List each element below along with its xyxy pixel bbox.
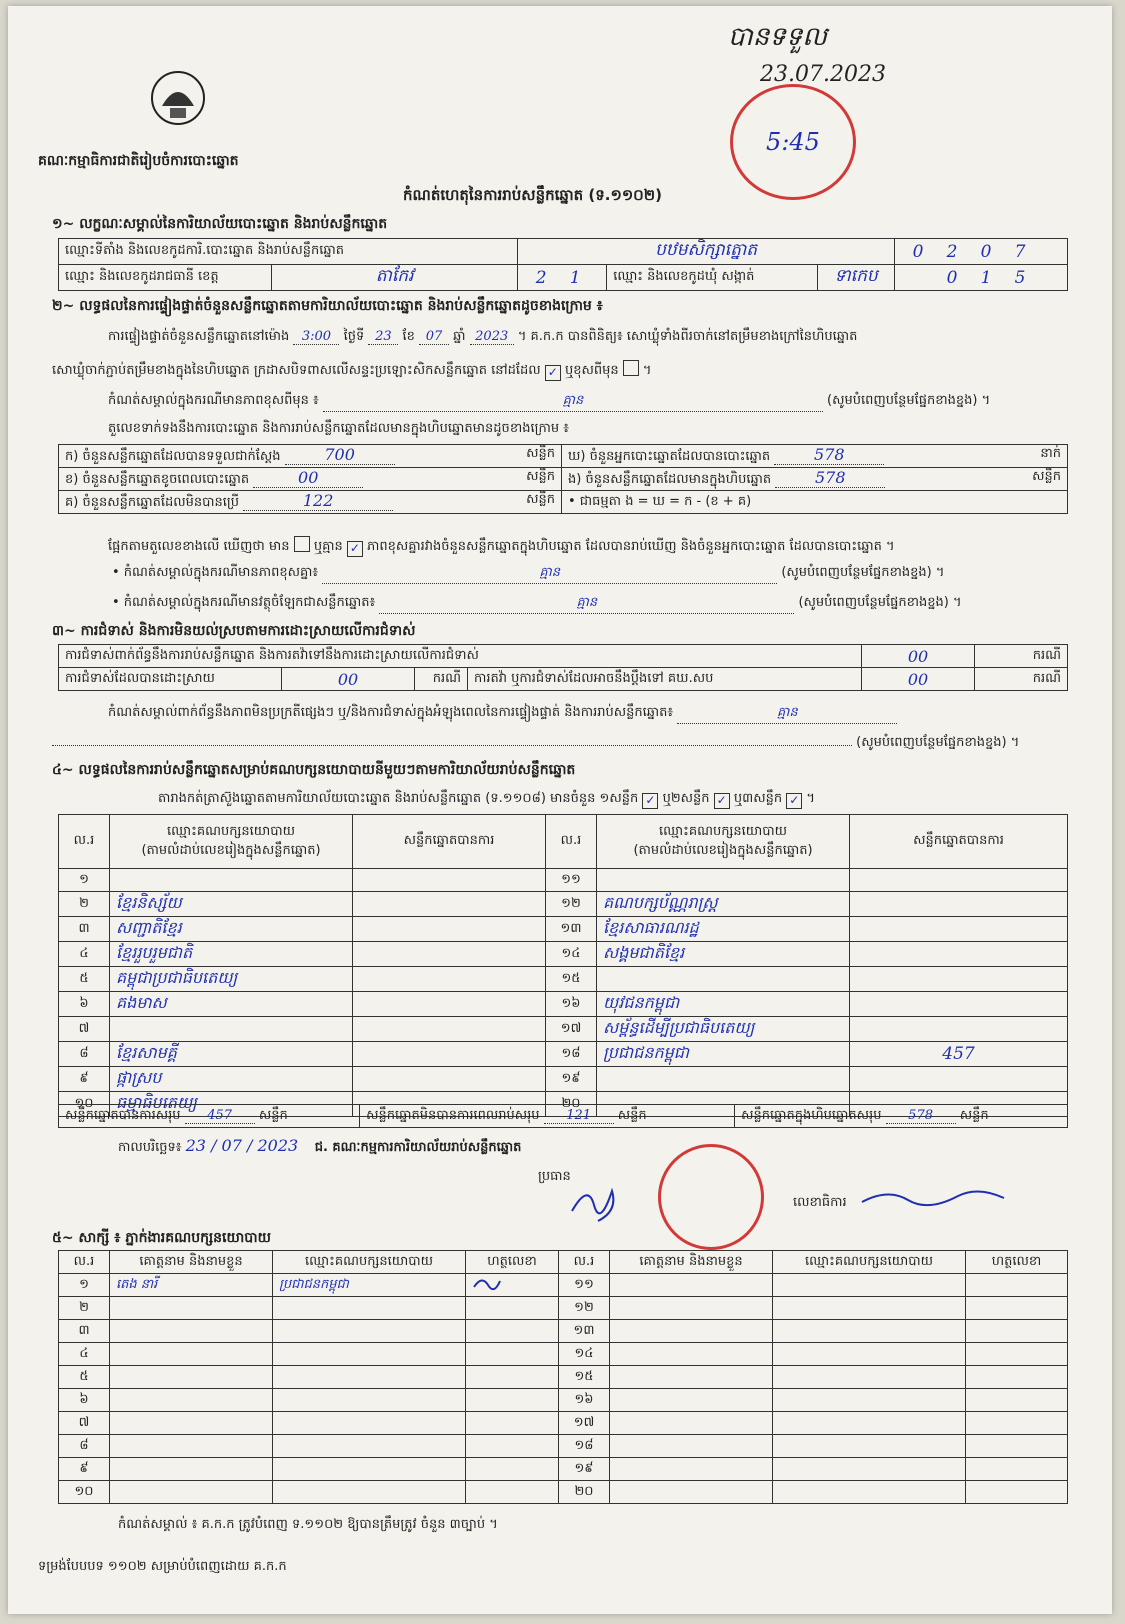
table-row <box>59 1297 1068 1320</box>
table-cell: ៣ <box>59 1320 110 1343</box>
table-cell <box>773 1297 966 1320</box>
table-cell: ១៣ <box>559 1320 610 1343</box>
table-cell: ១៦ <box>546 992 597 1017</box>
province-code: 2 1 <box>518 265 607 291</box>
table-cell: សម្ព័ន្ធដើម្បីប្រជាធិបតេយ្យ <box>597 1017 850 1042</box>
table-cell: ៦ <box>59 1389 110 1412</box>
emblem-icon <box>148 68 208 130</box>
total-valid: សន្លឹកឆ្នោតបានការសរុប 457 សន្លឹក <box>59 1105 360 1128</box>
table-cell <box>850 869 1068 892</box>
row-kha: ខ) ចំនួនសន្លឹកឆ្នោតខូចពេលបោះឆ្នោត 00 សន្លឹក <box>59 468 562 491</box>
table-cell: 457 <box>850 1042 1068 1067</box>
table-cell <box>273 1297 466 1320</box>
table-cell <box>353 869 546 892</box>
one-sheet-checkbox[interactable]: ✓ <box>642 793 658 809</box>
table-cell <box>773 1343 966 1366</box>
table-cell: ៨ <box>59 1042 110 1067</box>
table-cell <box>353 1042 546 1067</box>
table-cell <box>773 1366 966 1389</box>
table-cell: ១៥ <box>559 1366 610 1389</box>
table-cell <box>353 967 546 992</box>
table-row <box>59 1435 1068 1458</box>
table-row <box>59 1320 1068 1343</box>
table-cell: ខ្មែរសាមគ្គី <box>110 1042 353 1067</box>
table-cell <box>610 1343 773 1366</box>
table-cell <box>110 1389 273 1412</box>
table-cell: ១៨ <box>546 1042 597 1067</box>
table-row <box>59 1458 1068 1481</box>
table-cell: តេង នារី <box>110 1274 273 1297</box>
president-signature-icon <box>568 1181 628 1227</box>
row-ka: ក) ចំនួនសន្លឹកឆ្នោតដែលបានទទួលជាក់ស្តែង 700 សន្លឹក <box>59 445 562 468</box>
signature-cell <box>466 1389 559 1412</box>
table-cell: ផ្កាស្រប <box>110 1067 353 1092</box>
table-cell <box>110 1412 273 1435</box>
table-cell: ១០ <box>59 1481 110 1504</box>
table-cell <box>966 1481 1068 1504</box>
province-value: តាកែវ <box>272 265 518 291</box>
table-cell: ២ <box>59 1297 110 1320</box>
row-ngo: ង) ចំនួនសន្លឹកឆ្នោតដែលមានក្នុងហិបឆ្នោត 578 សន្លឹក <box>562 468 1068 491</box>
table-cell <box>597 869 850 892</box>
table-cell: ២០ <box>546 1092 597 1117</box>
table-cell: ១ <box>59 869 110 892</box>
table-cell <box>966 1297 1068 1320</box>
table-cell: ១១ <box>546 869 597 892</box>
complaints-table: ការជំទាស់ពាក់ព័ន្ធនឹងការរាប់សន្លឹកឆ្នោត និងការតវ៉ាទៅនឹងការដោះស្រាយលើការជំទាស់ 00 ករណី ការជំទាស់ដែលបានដោះស្រាយ 00 ករណី ការតវ៉ា ឬការជំទាស់ដែលអាចនឹងប្តឹងទៅ គឃ.សប 00 ករណី <box>58 644 1068 691</box>
table-cell: ១៣ <box>546 917 597 942</box>
table-cell <box>850 1067 1068 1092</box>
table-cell <box>850 992 1068 1017</box>
table-cell: ១៥ <box>546 967 597 992</box>
table-cell <box>610 1389 773 1412</box>
table-row <box>59 1389 1068 1412</box>
total-in-box: សន្លឹកឆ្នោតក្នុងហិបឆ្នោតសរុប 578 សន្លឹក <box>735 1105 1068 1128</box>
table-cell <box>850 942 1068 967</box>
table-cell <box>353 917 546 942</box>
signature-cell <box>466 1320 559 1343</box>
table-cell: ១ <box>59 1274 110 1297</box>
table-cell: ៩ <box>59 1458 110 1481</box>
table-cell <box>353 1067 546 1092</box>
difference-note: • កំណត់សម្គាល់ក្នុងករណីមានភាពខុសគ្នា៖ គ្មាន (សូមបំពេញបន្ថែមផ្នែកខាងខ្នង) ។ <box>112 564 944 584</box>
table-cell <box>966 1412 1068 1435</box>
table-cell: ២០ <box>559 1481 610 1504</box>
table-cell <box>850 917 1068 942</box>
table-row <box>59 992 1068 1017</box>
table-cell <box>610 1458 773 1481</box>
table-cell: ១៧ <box>559 1412 610 1435</box>
table-cell <box>966 1274 1068 1297</box>
table-row <box>59 1343 1068 1366</box>
table-cell <box>850 1017 1068 1042</box>
committee-seal-icon <box>658 1144 764 1250</box>
verification-line: ការផ្ទៀងផ្ទាត់ចំនួនសន្លឹកឆ្នោតនៅម៉ោង 3:00 ថ្ងៃទី 23 ខែ 07 ឆ្នាំ 2023 ។ គ.ក.ក បានពិនិត្យ៖ សោឃ្លុំទាំងពីរចាក់នៅតម្រឹមខាងក្រៅនៃហិបឆ្នោត <box>108 329 858 344</box>
location-table <box>58 238 1068 291</box>
appeal-value: 00 <box>862 668 975 691</box>
total-invalid: សន្លឹកឆ្នោតមិនបានការពេលរាប់សរុប 121 សន្លឹក <box>360 1105 735 1128</box>
table-cell: គម្ពុជាប្រជាធិបតេយ្យ <box>110 967 353 992</box>
difference-no-checkbox[interactable]: ✓ <box>347 541 363 557</box>
president-label: ប្រធាន <box>538 1169 571 1184</box>
table-cell: ៦ <box>59 992 110 1017</box>
table-cell: ៤ <box>59 942 110 967</box>
received-note: បានទទួល <box>728 22 828 52</box>
table-cell <box>353 942 546 967</box>
table-cell <box>110 1017 353 1042</box>
row-ko: គ) ចំនួនសន្លឹកឆ្នោតដែលមិនបានប្រើ 122 សន្លឹក <box>59 491 562 514</box>
signature-cell <box>466 1481 559 1504</box>
table-cell: ៨ <box>59 1435 110 1458</box>
section-5-heading: ៥~ សាក្សី ៖ ភ្នាក់ងារគណបក្សនយោបាយ <box>52 1230 271 1246</box>
signature-cell <box>466 1412 559 1435</box>
table-cell <box>273 1481 466 1504</box>
table-cell <box>273 1435 466 1458</box>
signature-cell <box>466 1458 559 1481</box>
table-cell: ធម្មាធិបតេយ្យ <box>110 1092 353 1117</box>
secretary-label: លេខាធិការ <box>793 1195 847 1210</box>
table-cell <box>110 1435 273 1458</box>
resolved-value: 00 <box>282 668 415 691</box>
table-cell <box>850 892 1068 917</box>
section-3-heading: ៣~ ការជំទាស់ និងការមិនយល់ស្របតាមការដោះស្រាយលើការជំទាស់ <box>52 623 416 639</box>
table-cell <box>273 1389 466 1412</box>
table-cell: ៧ <box>59 1017 110 1042</box>
irregularity-note: កំណត់សម្គាល់ពាក់ព័ន្ធនឹងភាពមិនប្រក្រតីផ្សេងៗ ឬ/និងការជំទាស់ក្នុងអំឡុងពេលនៃការផ្ទៀងផ្ទាត់ និងការរាប់សន្លឹកឆ្នោត៖ គ្មាន <box>108 704 897 724</box>
table-cell <box>273 1320 466 1343</box>
table-cell <box>110 869 353 892</box>
ballot-figures-table <box>58 444 1068 514</box>
table-cell: ៥ <box>59 1366 110 1389</box>
table-cell <box>110 1320 273 1343</box>
table-cell <box>610 1320 773 1343</box>
appeal-label: ការតវ៉ា ឬការជំទាស់ដែលអាចនឹងប្តឹងទៅ គឃ.សប <box>468 668 862 691</box>
table-cell <box>273 1412 466 1435</box>
table-cell <box>353 1017 546 1042</box>
table-cell <box>966 1389 1068 1412</box>
table-cell: ១៧ <box>546 1017 597 1042</box>
table-cell <box>597 967 850 992</box>
table-cell: ១៦ <box>559 1389 610 1412</box>
table-cell: ១០ <box>59 1092 110 1117</box>
table-cell <box>610 1297 773 1320</box>
table-cell: ខ្មែរនិស្ស័យ <box>110 892 353 917</box>
table-cell: ១១ <box>559 1274 610 1297</box>
table-row <box>59 1481 1068 1504</box>
signature-cell <box>466 1297 559 1320</box>
tally-sheets-line: តារាងកត់ត្រាស៊ួងឆ្នោតតាមការិយាល័យបោះឆ្នោត និងរាប់សន្លឹកឆ្នោត (ទ.១១០៨) មានចំនួន ១សន្លឹក ✓ ឬ២សន្លឹក ✓ ឬ៣សន្លឹក ✓ ។ <box>158 791 815 807</box>
table-row <box>59 1067 1068 1092</box>
table-cell <box>966 1366 1068 1389</box>
figures-intro: តួលេខទាក់ទងនឹងការបោះឆ្នោត និងការរាប់សន្លឹកឆ្នោតដែលមានក្នុងហិបឆ្នោតមានដូចខាងក្រោម ៖ <box>108 421 569 436</box>
table-cell: ១៤ <box>559 1343 610 1366</box>
foreign-object-note: • កំណត់សម្គាល់ក្នុងករណីមានវត្ថុចំឡែកជាសន្លឹកឆ្នោត៖ គ្មាន (សូមបំពេញបន្ថែមផ្នែកខាងខ្នង) ។ <box>112 594 962 614</box>
table-row <box>59 892 1068 917</box>
footnote: កំណត់សម្គាល់ ៖ គ.ក.ក ត្រូវបំពេញ ទ.១១០២ ឱ្យបានត្រឹមត្រូវ ចំនួន ៣ច្បាប់ ។ <box>118 1517 498 1532</box>
commune-label: ឈ្មោះ និងលេខកូដឃុំ សង្កាត់ <box>607 265 818 291</box>
table-row <box>59 1017 1068 1042</box>
table-cell <box>110 1458 273 1481</box>
official-seal-icon <box>730 84 856 200</box>
table-cell <box>110 1297 273 1320</box>
table-cell: ប្រជាជនកម្ពុជា <box>273 1274 466 1297</box>
table-cell: សង្គមជាតិខ្មែរ <box>597 942 850 967</box>
table-row <box>59 1274 1068 1297</box>
location-code: 0 2 0 7 <box>895 239 1068 265</box>
signature-cell <box>466 1274 559 1297</box>
table-row <box>59 1042 1068 1067</box>
province-label: ឈ្មោះ និងលេខកូដរាជធានី ខេត្ត <box>59 265 272 291</box>
table-cell <box>110 1343 273 1366</box>
difference-line: ផ្អែកតាមតួលេខខាងលើ ឃើញថា មាន ឬគ្មាន ✓ ភាពខុសគ្នារវាងចំនួនសន្លឹកឆ្នោតក្នុងហិបឆ្នោត ដែលបានរាប់ឃើញ និងចំនួនអ្នកបោះឆ្នោត ដែលបានបោះឆ្នោត ។ <box>108 536 895 557</box>
signature-cell <box>466 1435 559 1458</box>
table-cell: គណបក្សប័ណ្ណរាស្ត្រ <box>597 892 850 917</box>
three-sheets-checkbox[interactable]: ✓ <box>786 793 802 809</box>
received-time: 5:45 <box>766 128 820 156</box>
witness-table: ល.រ គោត្តនាម និងនាមខ្លួន ឈ្មោះគណបក្សនយោបាយ ហត្ថលេខា ល.រ គោត្តនាម និងនាមខ្លួន ឈ្មោះគណបក្សនយោបាយ ហត្ថលេខា ១ តេង នារី ប្រជាជនកម្ពុជា ១១ ២ ១២ ៣ ១៣ ៤ ១៤ ៥ ១៥ ៦ ១៦ ៧ ១៧ ៨ ១៨ ៩ ១៩ ១០ ២០ <box>58 1250 1068 1504</box>
table-cell <box>353 892 546 917</box>
resolved-label: ការជំទាស់ដែលបានដោះស្រាយ <box>59 668 282 691</box>
committee-name: គណៈកម្មាធិការជាតិរៀបចំការបោះឆ្នោត <box>38 153 239 169</box>
table-cell: ១៩ <box>546 1067 597 1092</box>
table-cell <box>273 1366 466 1389</box>
table-cell <box>773 1435 966 1458</box>
difference-yes-checkbox[interactable] <box>294 536 310 552</box>
location-name-label: ឈ្មោះទីតាំង និងលេខកូដការិ.បោះឆ្នោត និងរាប់សន្លឹកឆ្នោត <box>59 239 518 265</box>
received-date: 23.07.2023 <box>760 62 886 87</box>
table-cell <box>353 992 546 1017</box>
section-1-heading: ១~ លក្ខណៈសម្គាល់នៃការិយាល័យបោះឆ្នោត និងរាប់សន្លឹកឆ្នោត <box>52 216 388 232</box>
table-row <box>59 942 1068 967</box>
table-cell: ១២ <box>546 892 597 917</box>
secretary-signature-icon <box>858 1182 1008 1212</box>
table-row <box>59 917 1068 942</box>
table-cell <box>966 1458 1068 1481</box>
table-row <box>59 1366 1068 1389</box>
table-cell: ៤ <box>59 1343 110 1366</box>
same-checkbox[interactable]: ✓ <box>545 365 561 381</box>
commune-value: ទាកេប <box>818 265 895 291</box>
table-cell <box>273 1343 466 1366</box>
table-cell: ១៩ <box>559 1458 610 1481</box>
table-cell <box>773 1412 966 1435</box>
table-row <box>59 967 1068 992</box>
commune-code: 0 1 5 <box>895 265 1068 291</box>
seal-check-line: សោឃ្លុំចាក់ភ្ជាប់តម្រឹមខាងក្នុងនៃហិបឆ្នោត ក្រដាសបិទពាសលើសន្ទះប្រឡោះសិកសន្លឹកឆ្នោត នៅដដែល ✓ ឬខុសពីមុន ។ <box>52 360 651 381</box>
table-cell: យុវជនកម្ពុជា <box>597 992 850 1017</box>
table-cell: ៩ <box>59 1067 110 1092</box>
table-cell <box>966 1435 1068 1458</box>
table-cell <box>966 1320 1068 1343</box>
table-cell: ៣ <box>59 917 110 942</box>
table-cell <box>773 1481 966 1504</box>
table-cell <box>610 1366 773 1389</box>
table-cell: ៧ <box>59 1412 110 1435</box>
table-cell: ១៤ <box>546 942 597 967</box>
table-cell <box>850 967 1068 992</box>
table-row <box>59 1412 1068 1435</box>
different-checkbox[interactable] <box>623 360 639 376</box>
complaints-value: 00 <box>862 645 975 668</box>
table-cell <box>773 1320 966 1343</box>
table-cell: ប្រជាជនកម្ពុជា <box>597 1042 850 1067</box>
table-cell <box>610 1481 773 1504</box>
witness-signature-icon <box>472 1275 502 1291</box>
table-cell <box>597 1067 850 1092</box>
section-4-heading: ៤~ លទ្ធផលនៃការរាប់សន្លឹកឆ្នោតសម្រាប់គណបក្សនយោបាយនីមួយៗតាមការិយាល័យរាប់សន្លឹកឆ្នោត <box>52 762 576 778</box>
table-row <box>59 869 1068 892</box>
row-kho: ឃ) ចំនួនអ្នកបោះឆ្នោតដែលបានបោះឆ្នោត 578 នាក់ <box>562 445 1068 468</box>
form-page <box>8 6 1112 1614</box>
table-cell <box>966 1343 1068 1366</box>
signature-cell <box>466 1366 559 1389</box>
location-name-value: បឋមសិក្សាត្នោត <box>518 239 895 265</box>
two-sheets-checkbox[interactable]: ✓ <box>714 793 730 809</box>
table-cell: ៥ <box>59 967 110 992</box>
party-results-table: ល.រ ឈ្មោះគណបក្សនយោបាយ (តាមលំដាប់លេខរៀងក្នុងសន្លឹកឆ្នោត) សន្លឹកឆ្នោតបានការ ល.រ ឈ្មោះគណបក្សនយោបាយ (តាមលំដាប់លេខរៀងក្នុងសន្លឹកឆ្នោត) សន្លឹកឆ្នោតបានការ ១ ១១ ២ ខ្មែរនិស្ស័យ ១២ គណបក្សប័ណ្ណរាស្ត្រ ៣ សញ្ជាតិខ្មែរ ១៣ ខ្មែរសាធារណរដ្ឋ ៤ ខ្មែររួបរួមជាតិ ១៤ សង្គមជាតិខ្មែរ ៥ គម្ពុជាប្រជាធិបតេយ្យ ១៥ ៦ គងមាស ១៦ យុវជនកម្ពុជា ៧ ១៧ សម្ព័ន្ធដើម្បីប្រជាធិបតេយ្យ ៨ ខ្មែរសាមគ្គី ១៨ ប្រជាជនកម្ពុជា 457 ៩ ផ្កាស្រប ១៩ ១០ ធម្មាធិបតេយ្យ ២០ <box>58 814 1068 1117</box>
table-cell <box>610 1412 773 1435</box>
signature-cell <box>466 1343 559 1366</box>
table-cell <box>773 1274 966 1297</box>
table-cell <box>273 1458 466 1481</box>
totals-table <box>58 1104 1068 1128</box>
irregularity-note-cont: (សូមបំពេញបន្ថែមផ្នែកខាងខ្នង) ។ <box>52 734 1019 753</box>
date-line: កាលបរិច្ឆេទ៖ 23 / 07 / 2023 ជ. គណៈកម្មការការិយាល័យរាប់សន្លឹកឆ្នោត <box>118 1136 522 1155</box>
table-cell <box>773 1389 966 1412</box>
table-cell: ១២ <box>559 1297 610 1320</box>
form-note: ទម្រង់បែបបទ ១១០២ សម្រាប់បំពេញដោយ គ.ក.ក <box>38 1559 287 1574</box>
table-cell <box>610 1435 773 1458</box>
table-cell: ២ <box>59 892 110 917</box>
form-title: កំណត់ហេតុនៃការរាប់សន្លឹកឆ្នោត (ទ.១១០២) <box>403 186 663 204</box>
table-cell <box>773 1458 966 1481</box>
table-cell: ១៨ <box>559 1435 610 1458</box>
note-change-line: កំណត់សម្គាល់ក្នុងករណីមានភាពខុសពីមុន ៖ គ្មាន (សូមបំពេញបន្ថែមផ្នែកខាងខ្នង) ។ <box>108 392 990 412</box>
table-cell <box>110 1481 273 1504</box>
section-2-heading: ២~ លទ្ធផលនៃការផ្ទៀងផ្ទាត់ចំនួនសន្លឹកឆ្នោតតាមការិយាល័យបោះឆ្នោត និងរាប់សន្លឹកឆ្នោតដូចខាងក្រោម ៖ <box>52 298 603 314</box>
table-cell: សញ្ជាតិខ្មែរ <box>110 917 353 942</box>
formula: • ជាធម្មតា ង = ឃ = ក - (ខ + គ) <box>562 491 1068 514</box>
table-cell: ខ្មែររួបរួមជាតិ <box>110 942 353 967</box>
table-cell: គងមាស <box>110 992 353 1017</box>
table-cell <box>110 1366 273 1389</box>
table-cell <box>610 1274 773 1297</box>
complaints-label: ការជំទាស់ពាក់ព័ន្ធនឹងការរាប់សន្លឹកឆ្នោត និងការតវ៉ាទៅនឹងការដោះស្រាយលើការជំទាស់ <box>59 645 862 668</box>
table-cell: ខ្មែរសាធារណរដ្ឋ <box>597 917 850 942</box>
